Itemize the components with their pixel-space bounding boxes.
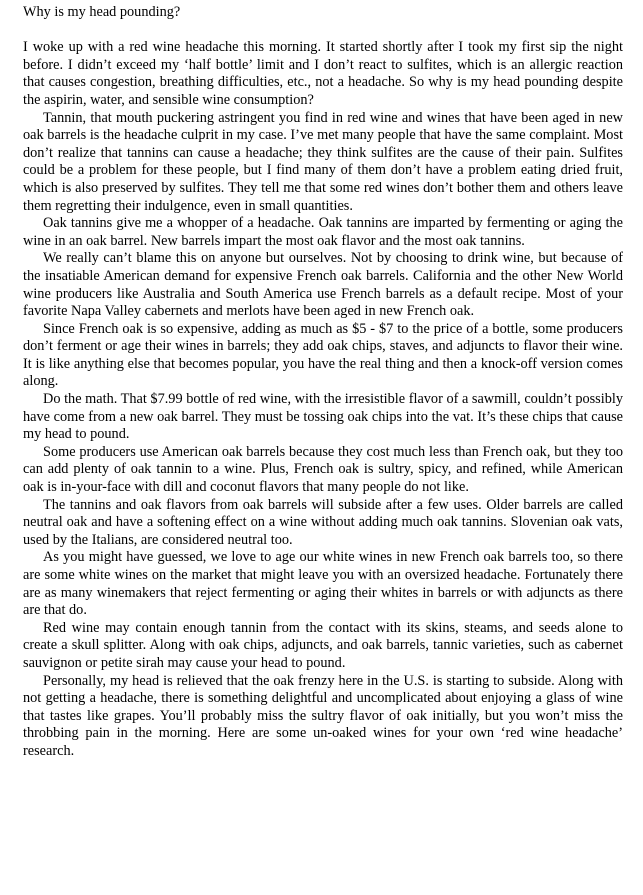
paragraph-intro: I woke up with a red wine headache this morning. It started shortly after I took my first sip the night before. I didn’t exceed my ‘half bottle’ limit and I don’t react to sulfites, which is an allergic reaction that causes congestion, breathing difficulties, etc., not a headache. So why is my head pounding despite the aspirin, water, and sensible wine consumption?	[23, 39, 623, 108]
paragraph-conclusion: Personally, my head is relieved that the oak frenzy here in the U.S. is starting to subside. Along with not getting a headache, there is something delightful and uncomplicated about enjoying a glass of wine that tastes like grapes. You’ll probably miss the sultry flavor of oak initially, but you won’t miss the throbbing pain in the morning. Here are some un-oaked wines for your own ‘red wine headache’ research.	[23, 672, 623, 759]
paragraph-white-wines: As you might have guessed, we love to age our white wines in new French oak barrels too, so there are some white wines on the market that might leave you with an oversized headache. Fortunately there are as many winemakers that reject fermenting or aging their whites in barrels or with adjuncts as there are that do.	[23, 549, 623, 619]
document-title: Why is my head pounding?	[23, 4, 181, 20]
paragraph-oak-chips: Since French oak is so expensive, adding as much as $5 - $7 to the price of a bottle, some producers don’t ferment or age their wines in barrels; they add oak chips, staves, and adjuncts to flavor their wine. It is like anything else that becomes popular, you have the real thing and then a knock-off version comes along.	[23, 320, 623, 390]
paragraph-oak-tannins: Oak tannins give me a whopper of a headache. Oak tannins are imparted by fermenting or aging the wine in an oak barrel. New barrels impart the most oak flavor and the most oak tannins.	[23, 215, 623, 249]
paragraph-neutral-oak: The tannins and oak flavors from oak barrels will subside after a few uses. Older barrels are called neutral oak and have a softening effect on a wine without adding much oak tannins. Slovenian oak vats, used by the Italians, are considered neutral too.	[23, 496, 623, 548]
paragraph-red-wine-tannin: Red wine may contain enough tannin from the contact with its skins, steams, and seeds alone to create a skull splitter. Along with oak chips, adjuncts, and oak barrels, tannic varieties, such as cabernet sauvignon or petite sirah may cause your head to pound.	[23, 619, 623, 671]
paragraph-american-oak: Some producers use American oak barrels because they cost much less than French oak, but they too can add plenty of oak tannin to a wine. Plus, French oak is sultry, spicy, and refined, while American oak is in-your-face with dill and coconut flavors that many people do not like.	[23, 443, 623, 496]
paragraph-do-the-math: Do the math. That $7.99 bottle of red wine, with the irresistible flavor of a sawmill, couldn’t possibly have come from a new oak barrel. They must be tossing oak chips into the vat. It’s these chips that cause my head to pound.	[23, 391, 623, 443]
paragraph-tannin: Tannin, that mouth puckering astringent you find in red wine and wines that have been aged in new oak barrels is the headache culprit in my case. I’ve met many people that have the same complaint. Most don’t realize that tannins can cause a headache; they think sulfites are the cause of their pain. Sulfites could be a problem for these people, but I find many of them don’t have a problem eating dried fruit, which is also preserved by sulfites. They tell me that some red wines don’t bother them and others leave them regretting their indulgence, even in small quantities.	[23, 109, 623, 214]
paragraph-french-oak-demand: We really can’t blame this on anyone but ourselves. Not by choosing to drink wine, but because of the insatiable American demand for expensive French oak barrels. California and the other New World wine producers like Australia and South America use French barrels as a default recipe. Most of your favorite Napa Valley cabernets and merlots have been aged in new French oak.	[23, 250, 623, 320]
